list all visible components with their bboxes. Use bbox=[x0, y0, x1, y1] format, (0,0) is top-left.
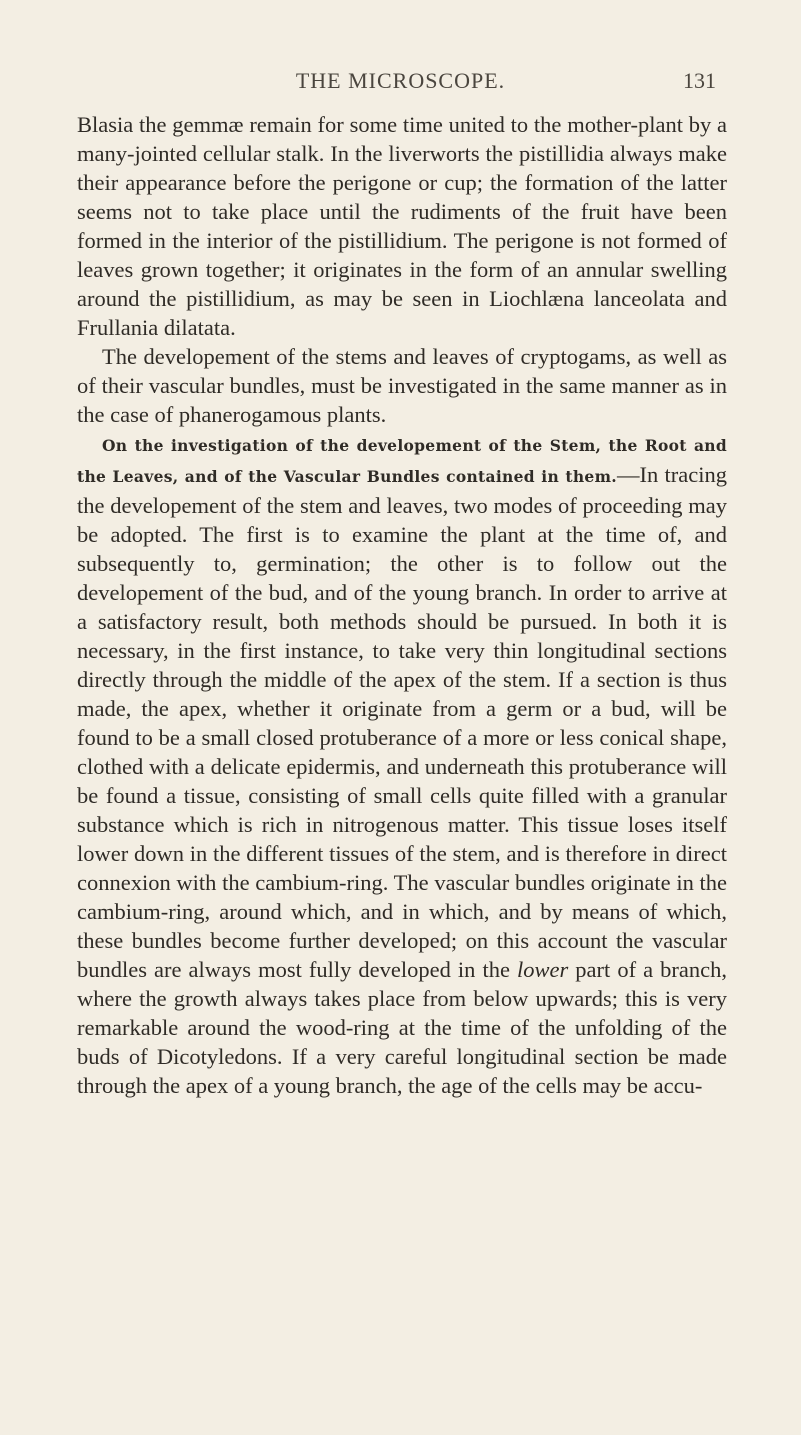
paragraph-3 bbox=[77, 429, 727, 1100]
section-heading: On the investigation of the developement of the Stem, the Root and the Leaves, and of the Vascular Bundles contained in them. bbox=[77, 436, 727, 486]
body-text bbox=[77, 110, 727, 1100]
paragraph-3-text-b: part of a branch, where the growth always takes place from below upwards; this is very remarkable around the wood-ring at the time of the unfolding of the buds of Dicotyledons. If a very careful longitudinal section be made through the apex of a young branch, the age of the cells may be accu- bbox=[77, 957, 727, 1098]
emphasis-lower: lower bbox=[517, 957, 569, 982]
paragraph-3-text-a: —In tracing the developement of the stem and leaves, two modes of proceeding may be adopted. The first is to examine the plant at the time of, and subsequently to, germination; the other is to follow out the developement of the bud, and of the young branch. In order to arrive at a satisfactory result, both methods should be pursued. In both it is necessary, in the first instance, to take very thin longitudinal sections directly through the middle of the apex of the stem. If a section is thus made, the apex, whether it originate from a germ or a bud, will be found to be a small closed protuberance of a more or less conical shape, clothed with a delicate epidermis, and underneath this protuberance will be found a tissue, consisting of small cells quite filled with a granular substance which is rich in nitrogenous matter. This tissue loses itself lower down in the different tissues of the stem, and is therefore in direct connexion with the cambium-ring. The vascular bundles originate in the cambium-ring, around which, and in which, and by means of which, these bundles become further developed; on this account the vascular bundles are always most fully developed in the bbox=[77, 462, 727, 982]
page-header bbox=[0, 68, 801, 98]
page-number: 131 bbox=[683, 68, 716, 93]
paragraph-2: The developement of the stems and leaves of cryptogams, as well as of their vascular bundles, must be investigated in the same manner as in the case of phanerogamous plants. bbox=[77, 344, 727, 427]
running-head: THE MICROSCOPE. bbox=[295, 68, 506, 93]
paragraph-1: Blasia the gemmæ remain for some time united to the mother-plant by a many-jointed cellular stalk. In the liverworts the pistillidia always make their appearance before the perigone or cup; the formation of the latter seems not to take place until the rudiments of the fruit have been formed in the interior of the pistillidium. The perigone is not formed of leaves grown together; it originates in the form of an annular swelling around the pistillidium, as may be seen in Liochlæna lanceolata and Frullania dilatata. bbox=[77, 112, 727, 340]
